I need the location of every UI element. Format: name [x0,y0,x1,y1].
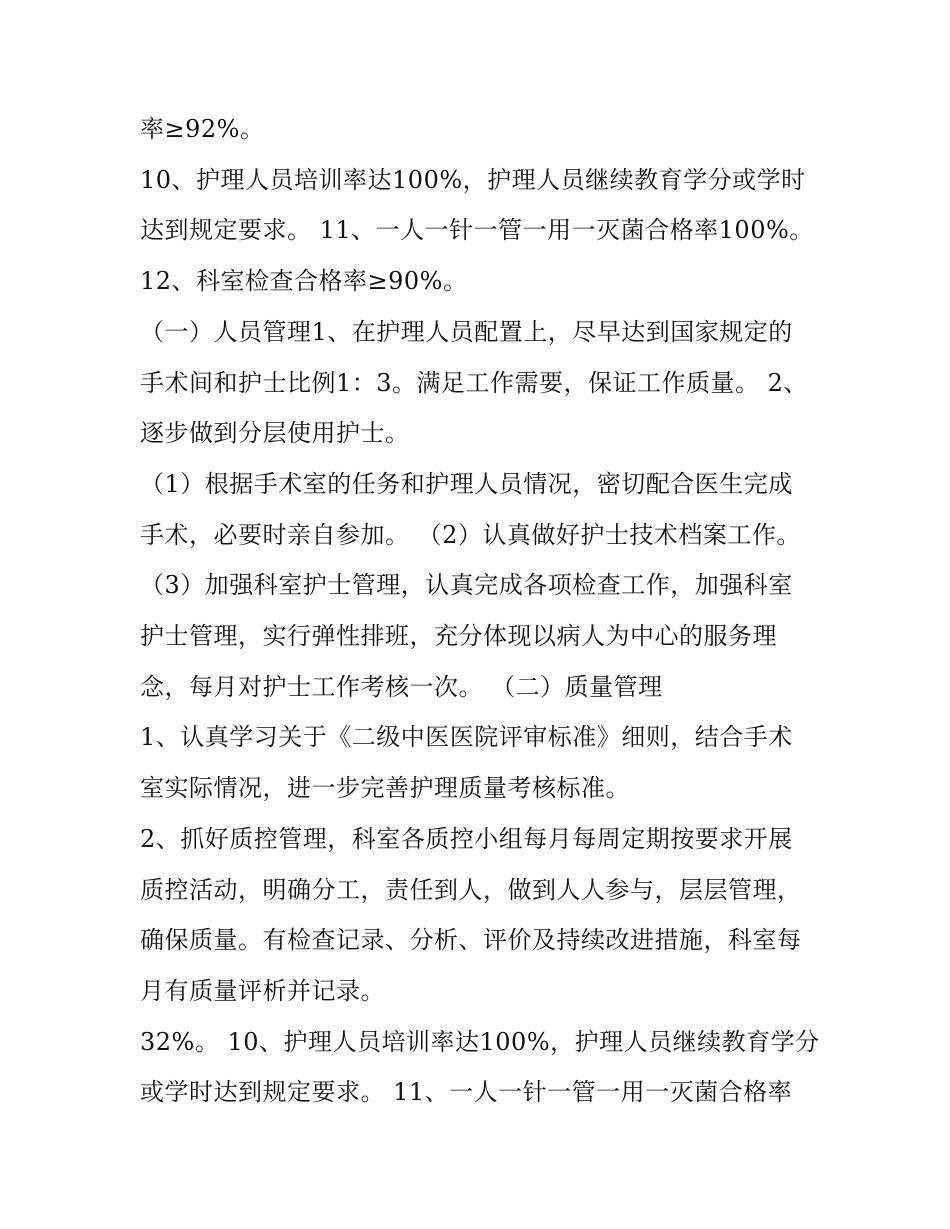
text-line: 手术间和护士比例1：3。满足工作需要，保证工作质量。 2、 [140,368,808,397]
text-line: 念，每月对护士工作考核一次。 （二）质量管理 [140,672,663,701]
text-line: 室实际情况，进一步完善护理质量考核标准。 [140,774,630,803]
text-line: 2、抓好质控管理，科室各质控小组每月每周定期按要求开展 [140,824,793,853]
text-line: 逐步做到分层使用护士。 [140,419,410,448]
text-line: 确保质量。有检查记录、分析、评价及持续改进措施，科室每 [140,926,802,955]
text-line: （1）根据手术室的任务和护理人员情况，密切配合医生完成 [140,469,793,498]
text-line: 率≥92%。 [140,115,265,143]
text-line: （一）人员管理1、在护理人员配置上，尽早达到国家规定的 [140,317,793,346]
text-line: 10、护理人员培训率达100%，护理人员继续教育学分或学时 [140,165,806,194]
text-line: 月有质量评析并记录。 [140,976,385,1005]
text-line: 护士管理，实行弹性排班，充分体现以病人为中心的服务理 [140,622,777,650]
text-line: 12、科室检查合格率≥90%。 [140,267,468,296]
text-line: 1、认真学习关于《二级中医医院评审标准》细则，结合手术 [140,723,793,752]
text-line: 32%。 10、护理人员培训率达100%，护理人员继续教育学分 [140,1027,820,1056]
text-line: 达到规定要求。 11、一人一针一管一用一灭菌合格率100%。 [140,216,814,245]
text-line: 质控活动，明确分工，责任到人，做到人人参与，层层管理， [140,875,802,904]
text-line: 或学时达到规定要求。 11、一人一针一管一用一灭菌合格率 [140,1078,793,1107]
text-line: （3）加强科室护士管理，认真完成各项检查工作，加强科室 [140,571,793,600]
text-line: 手术，必要时亲自参加。 （2）认真做好护士技术档案工作。 [140,520,801,549]
